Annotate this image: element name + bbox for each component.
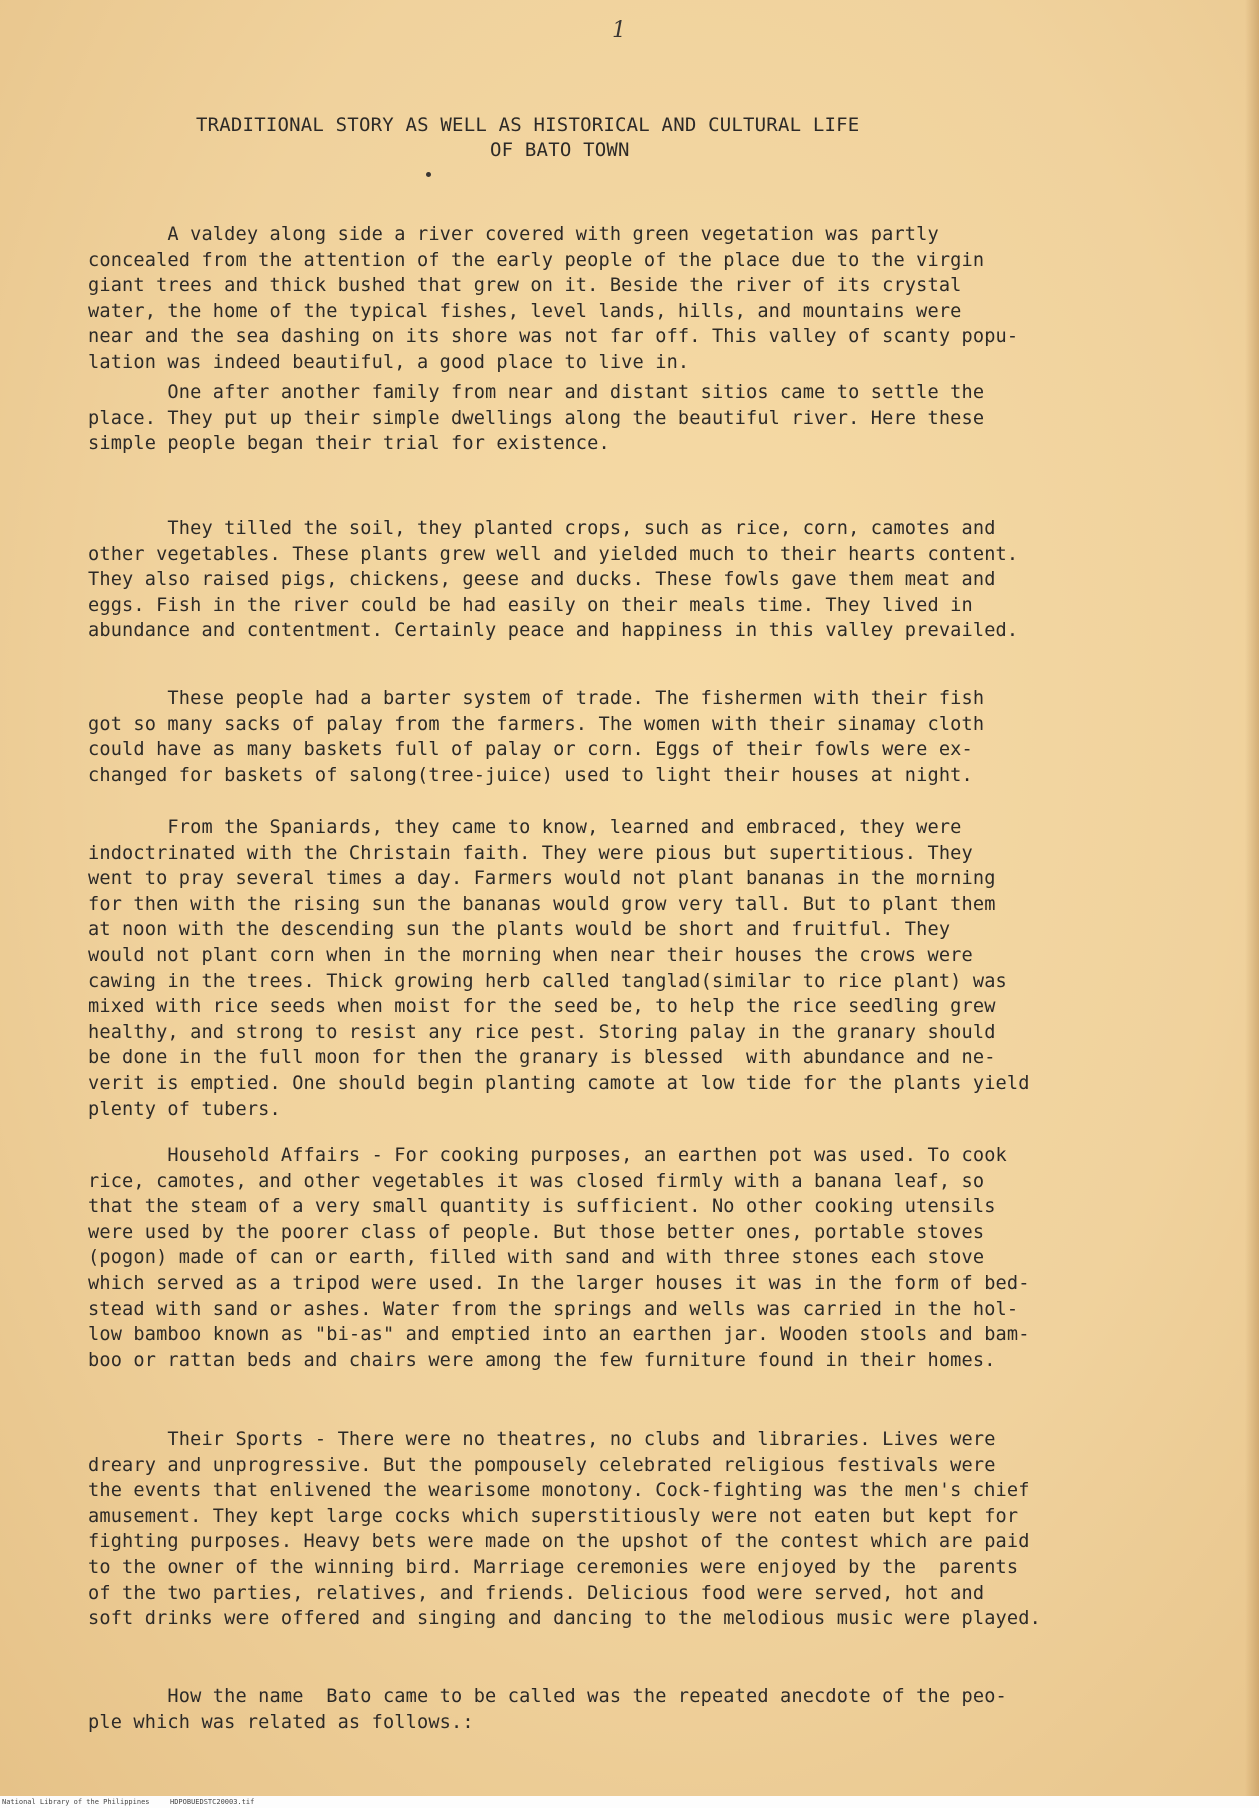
paragraph-valley: A valdey along side a river covered with green vegetation was partly concealed from the attention of the early people of the place due to the virgin giant trees and thick bushed that grew on it. Beside the river of its crystal water, the home of the typical fishes, level lands, hills, and mountains were near and the sea dashing on its shore was not far off. This valley of scanty popu- lation was indeed beautiful, a good place to live in. xyxy=(88,224,1019,373)
page-edge-shadow xyxy=(1245,0,1259,1796)
title-line-1: TRADITIONAL STORY AS WELL AS HISTORICAL AND CULTURAL LIFE xyxy=(196,114,860,136)
paragraph-barter: These people had a barter system of trade. The fishermen with their fish got so many sacks of palay from the farmers. The women with their sinamay cloth could have as many baskets full of palay or corn. Eggs of their fowls were ex- changed for baskets of salong(tree-juice) used to light their houses at night. xyxy=(88,688,985,786)
paragraph-beliefs: From the Spaniards, they came to know, learned and embraced, they were indoctrinated with the Christain faith. They were pious but supertitious. They went to pray several times a day. Farmers would not plant bananas in the morning for then with the rising sun the bananas would grow very tall. But to plant them at noon with the descending sun the plants would be short and fruitful. They would not plant corn when in the morning when near their houses the crows were cawing in the trees. Thick growing herb called tanglad(similar to rice plant) was mixed with rice seeds when moist for the seed be, to help the rice seedling grew healthy, and strong to resist any rice pest. Storing palay in the granary should be done in the full moon for then the granary is blessed with abundance and ne- verit is emptied. One should begin planting camote at low tide for the plants yield plenty of tubers. xyxy=(88,817,1030,1120)
section-dot xyxy=(426,172,431,177)
footer-file: HDPOBUEDSTC20003.tif xyxy=(170,1798,255,1806)
paragraph-household-affairs: Household Affairs - For cooking purposes, an earthen pot was used. To cook rice, camotes, and other vegetables it was closed firmly with a banana leaf, so that the steam of a very small quantity is sufficient. No other cooking utensils were used by the poorer class of people. But those better ones, portable stoves (pogon) made of can or earth, filled with sand and with three stones each stove which served as a tripod were used. In the larger houses it was in the form of bed- stead with sand or ashes. Water from the springs and wells was carried in the hol- low bamboo known as "bi-as" and emptied into an earthen jar. Wooden stools and bam- boo or rattan beds and chairs were among the few furniture found in their homes. xyxy=(88,1145,1030,1371)
page-number: 1 xyxy=(612,18,626,43)
footer-source: National Library of the Philippines xyxy=(2,1798,150,1806)
paragraph-sports: Their Sports - There were no theatres, no clubs and libraries. Lives were dreary and unprogressive. But the pompousely celebrated religious festivals were the events that enlivened the wearisome monotony. Cock-fighting was the men's chief amusement. They kept large cocks which superstitiously were not eaten but kept for fighting purposes. Heavy bets were made on the upshot of the contest which are paid to the owner of the winning bird. Marriage ceremonies were enjoyed by the parents of the two parties, relatives, and friends. Delicious food were served, hot and soft drinks were offered and singing and dancing to the melodious music were played. xyxy=(88,1429,1041,1630)
paragraph-name-origin: How the name Bato came to be called was the repeated anecdote of the peo- ple which was related as follows.: xyxy=(88,1686,1007,1733)
paragraph-farming: They tilled the soil, they planted crops, such as rice, corn, camotes and other vegetables. These plants grew well and yielded much to their hearts content. They also raised pigs, chickens, geese and ducks. These fowls gave them meat and eggs. Fish in the river could be had easily on their meals time. They lived in abundance and contentment. Certainly peace and happiness in this valley prevailed. xyxy=(88,518,1019,642)
scan-footer xyxy=(0,1796,1259,1808)
paragraph-settlement: One after another family from near and distant sitios came to settle the place. They put up their simple dwellings along the beautiful river. Here these simple people began their trial for existence. xyxy=(88,382,985,455)
title-line-2: OF BATO TOWN xyxy=(490,139,630,161)
document-title xyxy=(196,113,1016,163)
